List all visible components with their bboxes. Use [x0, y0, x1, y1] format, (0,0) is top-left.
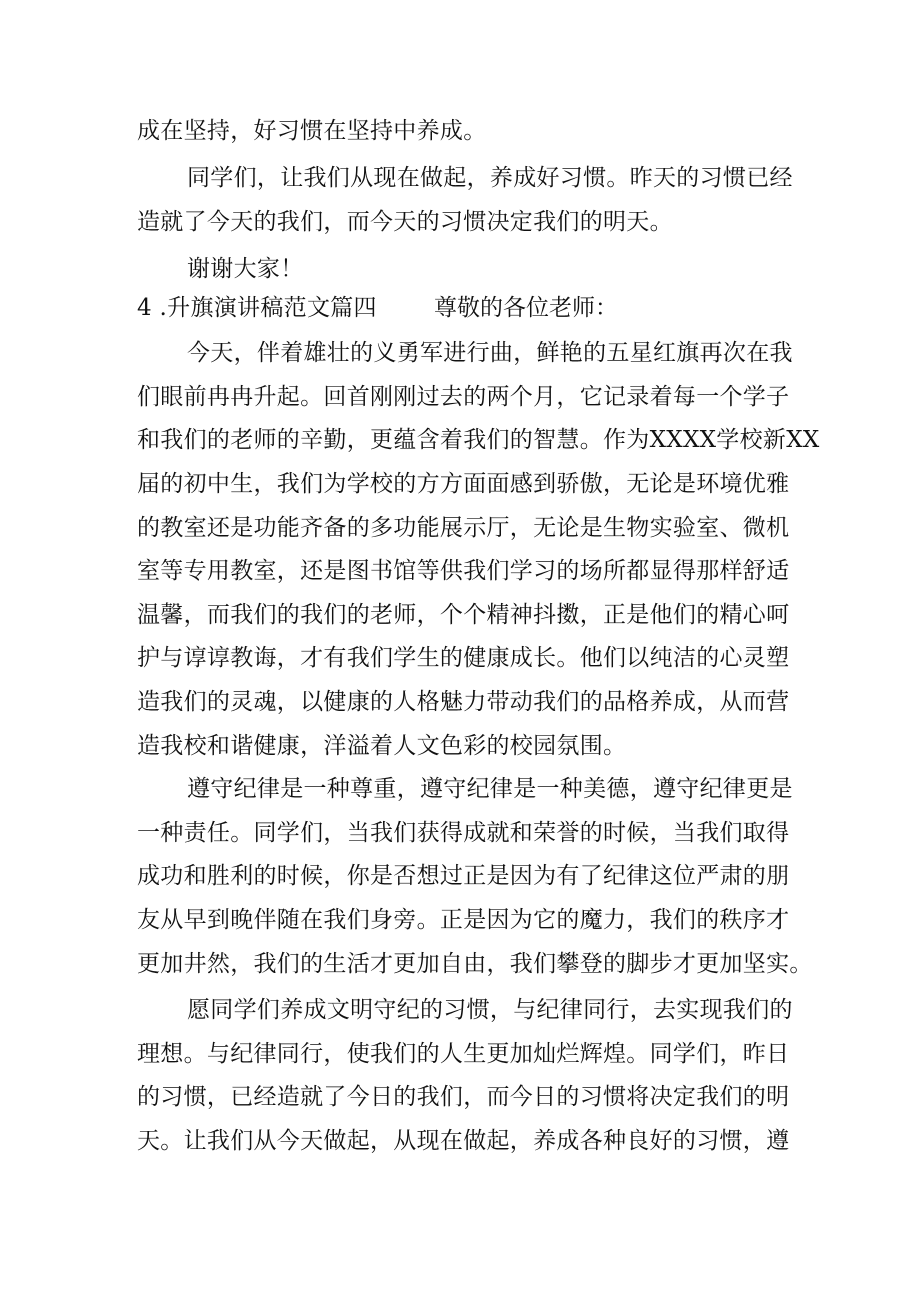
paragraph-line: 造我们的灵魂，以健康的人格魅力带动我们的品格养成，从而营: [137, 689, 790, 715]
paragraph-line: 一种责任。同学们，当我们获得成就和荣誉的时候，当我们取得: [137, 820, 790, 846]
paragraph-line: 友从早到晚伴随在我们身旁。正是因为它的魔力，我们的秩序才: [137, 907, 790, 933]
paragraph-line: 室等专用教室，还是图书馆等供我们学习的场所都显得那样舒适: [137, 558, 790, 584]
paragraph-line: 温馨，而我们的我们的老师，个个精神抖擞，正是他们的精心呵: [137, 602, 790, 628]
paragraph-line: 届的初中生，我们为学校的方方面面感到骄傲，无论是环境优雅: [137, 471, 790, 497]
paragraph-line: 成功和胜利的时候，你是否想过正是因为有了纪律这位严肃的朋: [137, 863, 790, 889]
paragraph-line: 护与谆谆教诲，才有我们学生的健康成长。他们以纯洁的心灵塑: [137, 645, 790, 671]
paragraph-line: 谢谢大家！: [187, 256, 304, 282]
paragraph-line: 理想。与纪律同行，使我们的人生更加灿烂辉煌。同学们，昨日: [137, 1041, 790, 1067]
paragraph-line: 更加井然，我们的生活才更加自由，我们攀登的脚步才更加坚实。: [137, 951, 813, 977]
paragraph-line: 和我们的老师的辛勤，更蕴含着我们的智慧。作为XXXX学校新XX: [137, 427, 820, 453]
paragraph-line: 成在坚持，好习惯在坚持中养成。: [137, 118, 487, 144]
paragraph-line: 愿同学们养成文明守纪的习惯，与纪律同行，去实现我们的: [187, 997, 793, 1023]
paragraph-line: 遵守纪律是一种尊重，遵守纪律是一种美德，遵守纪律更是: [187, 776, 793, 802]
paragraph-line: 的教室还是功能齐备的多功能展示厅，无论是生物实验室、微机: [137, 515, 790, 541]
paragraph-line: 同学们，让我们从现在做起，养成好习惯。昨天的习惯已经: [187, 165, 793, 191]
paragraph-line: 们眼前冉冉升起。回首刚刚过去的两个月，它记录着每一个学子: [137, 384, 790, 410]
salutation: 尊敬的各位老师：: [434, 295, 618, 321]
paragraph-line: 的习惯，已经造就了今日的我们，而今日的习惯将决定我们的明: [137, 1084, 790, 1110]
section-heading: 4 .升旗演讲稿范文篇四: [137, 295, 377, 321]
paragraph-line: 今天，伴着雄壮的义勇军进行曲，鲜艳的五星红旗再次在我: [187, 340, 793, 366]
paragraph-line: 造我校和谐健康，洋溢着人文色彩的校园氛围。: [137, 733, 627, 759]
paragraph-line: 天。让我们从今天做起，从现在做起，养成各种良好的习惯，遵: [137, 1128, 790, 1154]
paragraph-line: 造就了今天的我们，而今天的习惯决定我们的明天。: [137, 209, 673, 235]
